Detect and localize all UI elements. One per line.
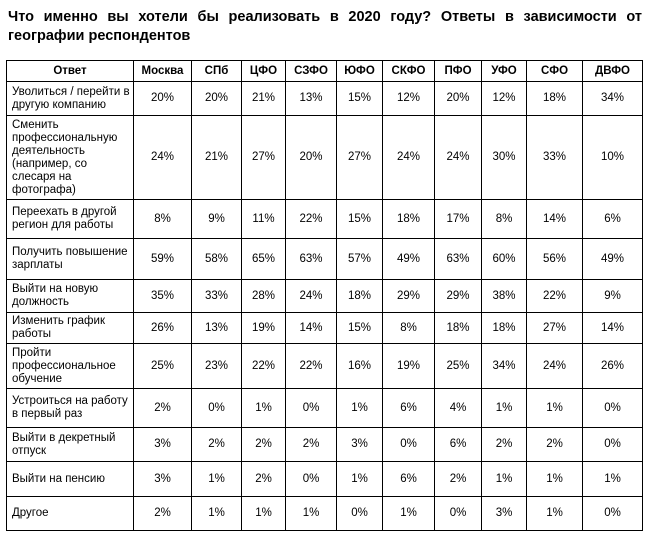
table-row [7, 239, 643, 280]
value-cell: 2% [435, 462, 482, 497]
value-cell: 30% [482, 116, 527, 200]
table-row [7, 462, 643, 497]
answer-cell: Выйти на новую должность [7, 280, 134, 313]
table-row [7, 280, 643, 313]
value-cell: 24% [383, 116, 435, 200]
value-cell: 6% [435, 428, 482, 462]
table-row [7, 344, 643, 389]
page-title: Что именно вы хотели бы реализовать в 2020 году? Ответы в зависимости от географии респондентов [8, 9, 642, 44]
value-cell: 17% [435, 200, 482, 239]
header-cell-moscow: Москва [134, 61, 192, 82]
answer-cell: Другое [7, 497, 134, 531]
value-cell: 21% [242, 82, 286, 116]
value-cell: 1% [383, 497, 435, 531]
value-cell: 8% [134, 200, 192, 239]
header-row [7, 61, 643, 82]
value-cell: 0% [192, 389, 242, 428]
value-cell: 12% [482, 82, 527, 116]
answer-cell: Переехать в другой регион для работы [7, 200, 134, 239]
value-cell: 1% [242, 389, 286, 428]
value-cell: 9% [583, 280, 643, 313]
survey-table [6, 60, 643, 531]
value-cell: 56% [527, 239, 583, 280]
value-cell: 2% [192, 428, 242, 462]
value-cell: 3% [134, 462, 192, 497]
value-cell: 0% [286, 462, 337, 497]
value-cell: 49% [583, 239, 643, 280]
header-cell-cfo: ЦФО [242, 61, 286, 82]
value-cell: 15% [337, 313, 383, 344]
value-cell: 1% [337, 389, 383, 428]
header-cell-dvfo: ДВФО [583, 61, 643, 82]
value-cell: 1% [192, 497, 242, 531]
value-cell: 35% [134, 280, 192, 313]
answer-cell: Сменить профессиональную деятельность (например, со слесаря на фотографа) [7, 116, 134, 200]
value-cell: 33% [527, 116, 583, 200]
value-cell: 24% [286, 280, 337, 313]
value-cell: 24% [134, 116, 192, 200]
value-cell: 20% [435, 82, 482, 116]
value-cell: 1% [242, 497, 286, 531]
value-cell: 14% [527, 200, 583, 239]
answer-cell: Выйти в декретный отпуск [7, 428, 134, 462]
value-cell: 26% [134, 313, 192, 344]
value-cell: 13% [192, 313, 242, 344]
value-cell: 23% [192, 344, 242, 389]
value-cell: 6% [383, 462, 435, 497]
value-cell: 0% [583, 389, 643, 428]
answer-cell: Устроиться на работу в первый раз [7, 389, 134, 428]
value-cell: 0% [583, 428, 643, 462]
value-cell: 1% [482, 462, 527, 497]
value-cell: 24% [527, 344, 583, 389]
value-cell: 34% [482, 344, 527, 389]
value-cell: 20% [192, 82, 242, 116]
value-cell: 63% [286, 239, 337, 280]
table-row [7, 389, 643, 428]
table-row [7, 497, 643, 531]
value-cell: 60% [482, 239, 527, 280]
answer-cell: Пройти профессиональное обучение [7, 344, 134, 389]
value-cell: 0% [337, 497, 383, 531]
value-cell: 19% [242, 313, 286, 344]
value-cell: 1% [286, 497, 337, 531]
value-cell: 3% [337, 428, 383, 462]
value-cell: 29% [435, 280, 482, 313]
value-cell: 25% [435, 344, 482, 389]
value-cell: 1% [527, 462, 583, 497]
value-cell: 14% [286, 313, 337, 344]
value-cell: 12% [383, 82, 435, 116]
value-cell: 27% [242, 116, 286, 200]
value-cell: 2% [242, 462, 286, 497]
value-cell: 18% [482, 313, 527, 344]
value-cell: 2% [482, 428, 527, 462]
answer-cell: Уволиться / перейти в другую компанию [7, 82, 134, 116]
value-cell: 59% [134, 239, 192, 280]
header-cell-skfo: СКФО [383, 61, 435, 82]
value-cell: 20% [286, 116, 337, 200]
value-cell: 57% [337, 239, 383, 280]
value-cell: 26% [583, 344, 643, 389]
table-header [7, 61, 643, 82]
header-cell-answer: Ответ [7, 61, 134, 82]
value-cell: 18% [337, 280, 383, 313]
value-cell: 6% [583, 200, 643, 239]
value-cell: 10% [583, 116, 643, 200]
value-cell: 19% [383, 344, 435, 389]
value-cell: 0% [383, 428, 435, 462]
value-cell: 0% [435, 497, 482, 531]
value-cell: 38% [482, 280, 527, 313]
value-cell: 1% [337, 462, 383, 497]
table-body [7, 82, 643, 531]
value-cell: 6% [383, 389, 435, 428]
table-row [7, 313, 643, 344]
value-cell: 22% [286, 200, 337, 239]
value-cell: 16% [337, 344, 383, 389]
value-cell: 25% [134, 344, 192, 389]
value-cell: 1% [482, 389, 527, 428]
value-cell: 2% [134, 389, 192, 428]
value-cell: 1% [583, 462, 643, 497]
value-cell: 21% [192, 116, 242, 200]
value-cell: 1% [527, 497, 583, 531]
value-cell: 4% [435, 389, 482, 428]
header-cell-spb: СПб [192, 61, 242, 82]
value-cell: 2% [134, 497, 192, 531]
value-cell: 2% [286, 428, 337, 462]
header-cell-ufo-south: ЮФО [337, 61, 383, 82]
value-cell: 9% [192, 200, 242, 239]
value-cell: 34% [583, 82, 643, 116]
value-cell: 24% [435, 116, 482, 200]
value-cell: 29% [383, 280, 435, 313]
value-cell: 33% [192, 280, 242, 313]
header-cell-pfo: ПФО [435, 61, 482, 82]
table-row [7, 428, 643, 462]
answer-cell: Получить повышение зарплаты [7, 239, 134, 280]
value-cell: 15% [337, 82, 383, 116]
value-cell: 2% [242, 428, 286, 462]
value-cell: 22% [286, 344, 337, 389]
value-cell: 65% [242, 239, 286, 280]
table-row [7, 200, 643, 239]
value-cell: 28% [242, 280, 286, 313]
header-cell-sfo: СФО [527, 61, 583, 82]
table-row [7, 116, 643, 200]
value-cell: 58% [192, 239, 242, 280]
value-cell: 22% [242, 344, 286, 389]
value-cell: 22% [527, 280, 583, 313]
answer-cell: Изменить график работы [7, 313, 134, 344]
value-cell: 18% [435, 313, 482, 344]
header-cell-ufo-ural: УФО [482, 61, 527, 82]
header-cell-szfo: СЗФО [286, 61, 337, 82]
value-cell: 63% [435, 239, 482, 280]
table-row [7, 82, 643, 116]
value-cell: 3% [482, 497, 527, 531]
value-cell: 13% [286, 82, 337, 116]
value-cell: 8% [383, 313, 435, 344]
value-cell: 1% [527, 389, 583, 428]
value-cell: 27% [337, 116, 383, 200]
value-cell: 1% [192, 462, 242, 497]
value-cell: 18% [527, 82, 583, 116]
value-cell: 49% [383, 239, 435, 280]
value-cell: 0% [286, 389, 337, 428]
value-cell: 0% [583, 497, 643, 531]
value-cell: 8% [482, 200, 527, 239]
value-cell: 18% [383, 200, 435, 239]
value-cell: 20% [134, 82, 192, 116]
value-cell: 15% [337, 200, 383, 239]
value-cell: 2% [527, 428, 583, 462]
value-cell: 3% [134, 428, 192, 462]
value-cell: 14% [583, 313, 643, 344]
value-cell: 27% [527, 313, 583, 344]
answer-cell: Выйти на пенсию [7, 462, 134, 497]
value-cell: 11% [242, 200, 286, 239]
